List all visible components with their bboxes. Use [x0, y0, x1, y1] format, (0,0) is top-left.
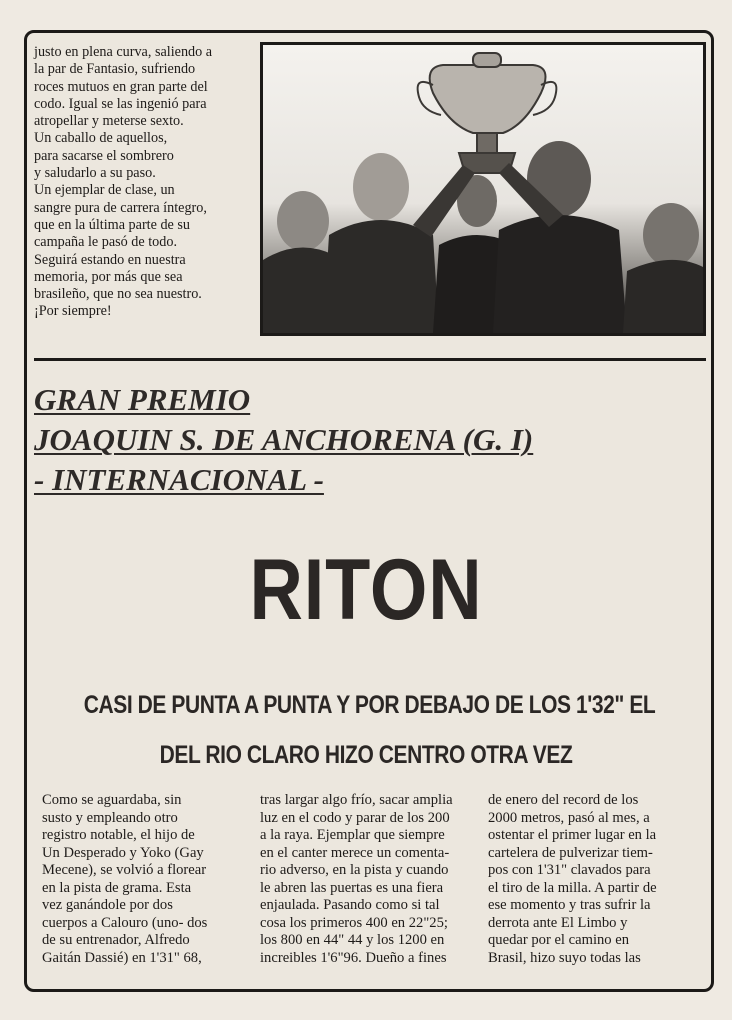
- text-line: Un caballo de aquellos,: [34, 130, 168, 147]
- text-line: de su entrenador, Alfredo: [42, 932, 190, 948]
- body-column-1: [42, 792, 250, 967]
- text-line: susto y empleando otro: [42, 809, 178, 826]
- body-column-2: [260, 792, 482, 967]
- headline-line-3: - INTERNACIONAL -: [34, 462, 324, 497]
- text-line: cuerpos a Calouro (uno- dos: [42, 914, 208, 931]
- text-line: y saludarlo a su paso.: [34, 165, 156, 182]
- text-line: enjaulada. Pasando como si tal: [260, 897, 440, 913]
- text-line: 2000 metros, pasó al mes, a: [488, 809, 650, 826]
- text-line: para sacarse el sombrero: [34, 147, 174, 164]
- text-line: atropellar y meterse sexto.: [34, 113, 184, 130]
- text-line: derrota ante El Limbo y: [488, 914, 628, 931]
- text-line: en la pista de grama. Esta: [42, 879, 192, 896]
- text-line: a la raya. Ejemplar que siempre: [260, 827, 445, 843]
- trophy-photo-illustration: [263, 45, 703, 333]
- text-line: campaña le pasó de todo.: [34, 234, 178, 251]
- text-line: codo. Igual se las ingenió para: [34, 95, 207, 112]
- text-line: pos con 1'31" clavados para: [488, 862, 651, 878]
- trophy-photo: [260, 42, 706, 336]
- text-line: el tiro de la milla. A partir de: [488, 879, 657, 896]
- subhead-line-1: CASI DE PUNTA A PUNTA Y POR DEBAJO DE LOS 1'32" EL: [83, 691, 656, 719]
- text-line: ¡Por siempre!: [34, 303, 112, 320]
- article-title: RITON: [249, 542, 483, 638]
- text-line: Mecene), se volvió a florear: [42, 862, 207, 878]
- text-line: registro notable, el hijo de: [42, 827, 195, 843]
- headline-line-1: GRAN PREMIO: [34, 382, 251, 417]
- text-line: Un ejemplar de clase, un: [34, 182, 175, 199]
- text-line: le abren las puertas es una fiera: [260, 879, 444, 896]
- text-line: que en la última parte de su: [34, 216, 191, 233]
- text-line: roces mutuos en gran parte del: [34, 78, 208, 95]
- headline-line-2: JOAQUIN S. DE ANCHORENA (G. I): [34, 422, 534, 457]
- text-line: en el canter merece un comenta-: [260, 844, 450, 861]
- text-line: sangre pura de carrera íntegro,: [34, 199, 207, 216]
- text-line: ese momento y tras sufrir la: [488, 897, 651, 913]
- race-headline: [34, 380, 704, 500]
- text-line: luz en el codo y parar de los 200: [260, 809, 450, 826]
- text-line: tras largar algo frío, sacar amplia: [260, 792, 453, 808]
- body-column-3: [488, 792, 688, 967]
- text-line: Seguirá estando en nuestra: [34, 251, 186, 268]
- text-line: brasileño, que no sea nuestro.: [34, 286, 202, 303]
- text-line: quedar por el camino en: [488, 932, 630, 948]
- text-line: increibles 1'6"96. Dueño a fines: [260, 949, 447, 966]
- text-line: cartelera de pulverizar tiem-: [488, 844, 653, 861]
- text-line: Como se aguardaba, sin: [42, 792, 182, 808]
- text-line: de enero del record de los: [488, 792, 639, 808]
- text-line: memoria, por más que sea: [34, 268, 183, 285]
- text-line: Gaitán Dassié) en 1'31" 68,: [42, 949, 202, 966]
- text-line: vez ganándole por dos: [42, 897, 173, 913]
- text-line: los 800 en 44" 44 y los 1200 en: [260, 932, 445, 948]
- section-divider: [34, 358, 706, 361]
- top-text-column: [34, 44, 256, 321]
- text-line: cosa los primeros 400 en 22"25;: [260, 914, 448, 931]
- subhead-line-2: DEL RIO CLARO HIZO CENTRO OTRA VEZ: [159, 741, 573, 769]
- text-line: ostentar el primer lugar en la: [488, 827, 657, 843]
- article-subheadline: [30, 680, 702, 780]
- text-line: justo en plena curva, saliendo a: [34, 44, 213, 60]
- text-line: rio adverso, en la pista y cuando: [260, 862, 449, 878]
- text-line: Un Desperado y Yoko (Gay: [42, 844, 204, 861]
- text-line: Brasil, hizo suyo todas las: [488, 949, 641, 966]
- text-line: la par de Fantasio, sufriendo: [34, 61, 196, 78]
